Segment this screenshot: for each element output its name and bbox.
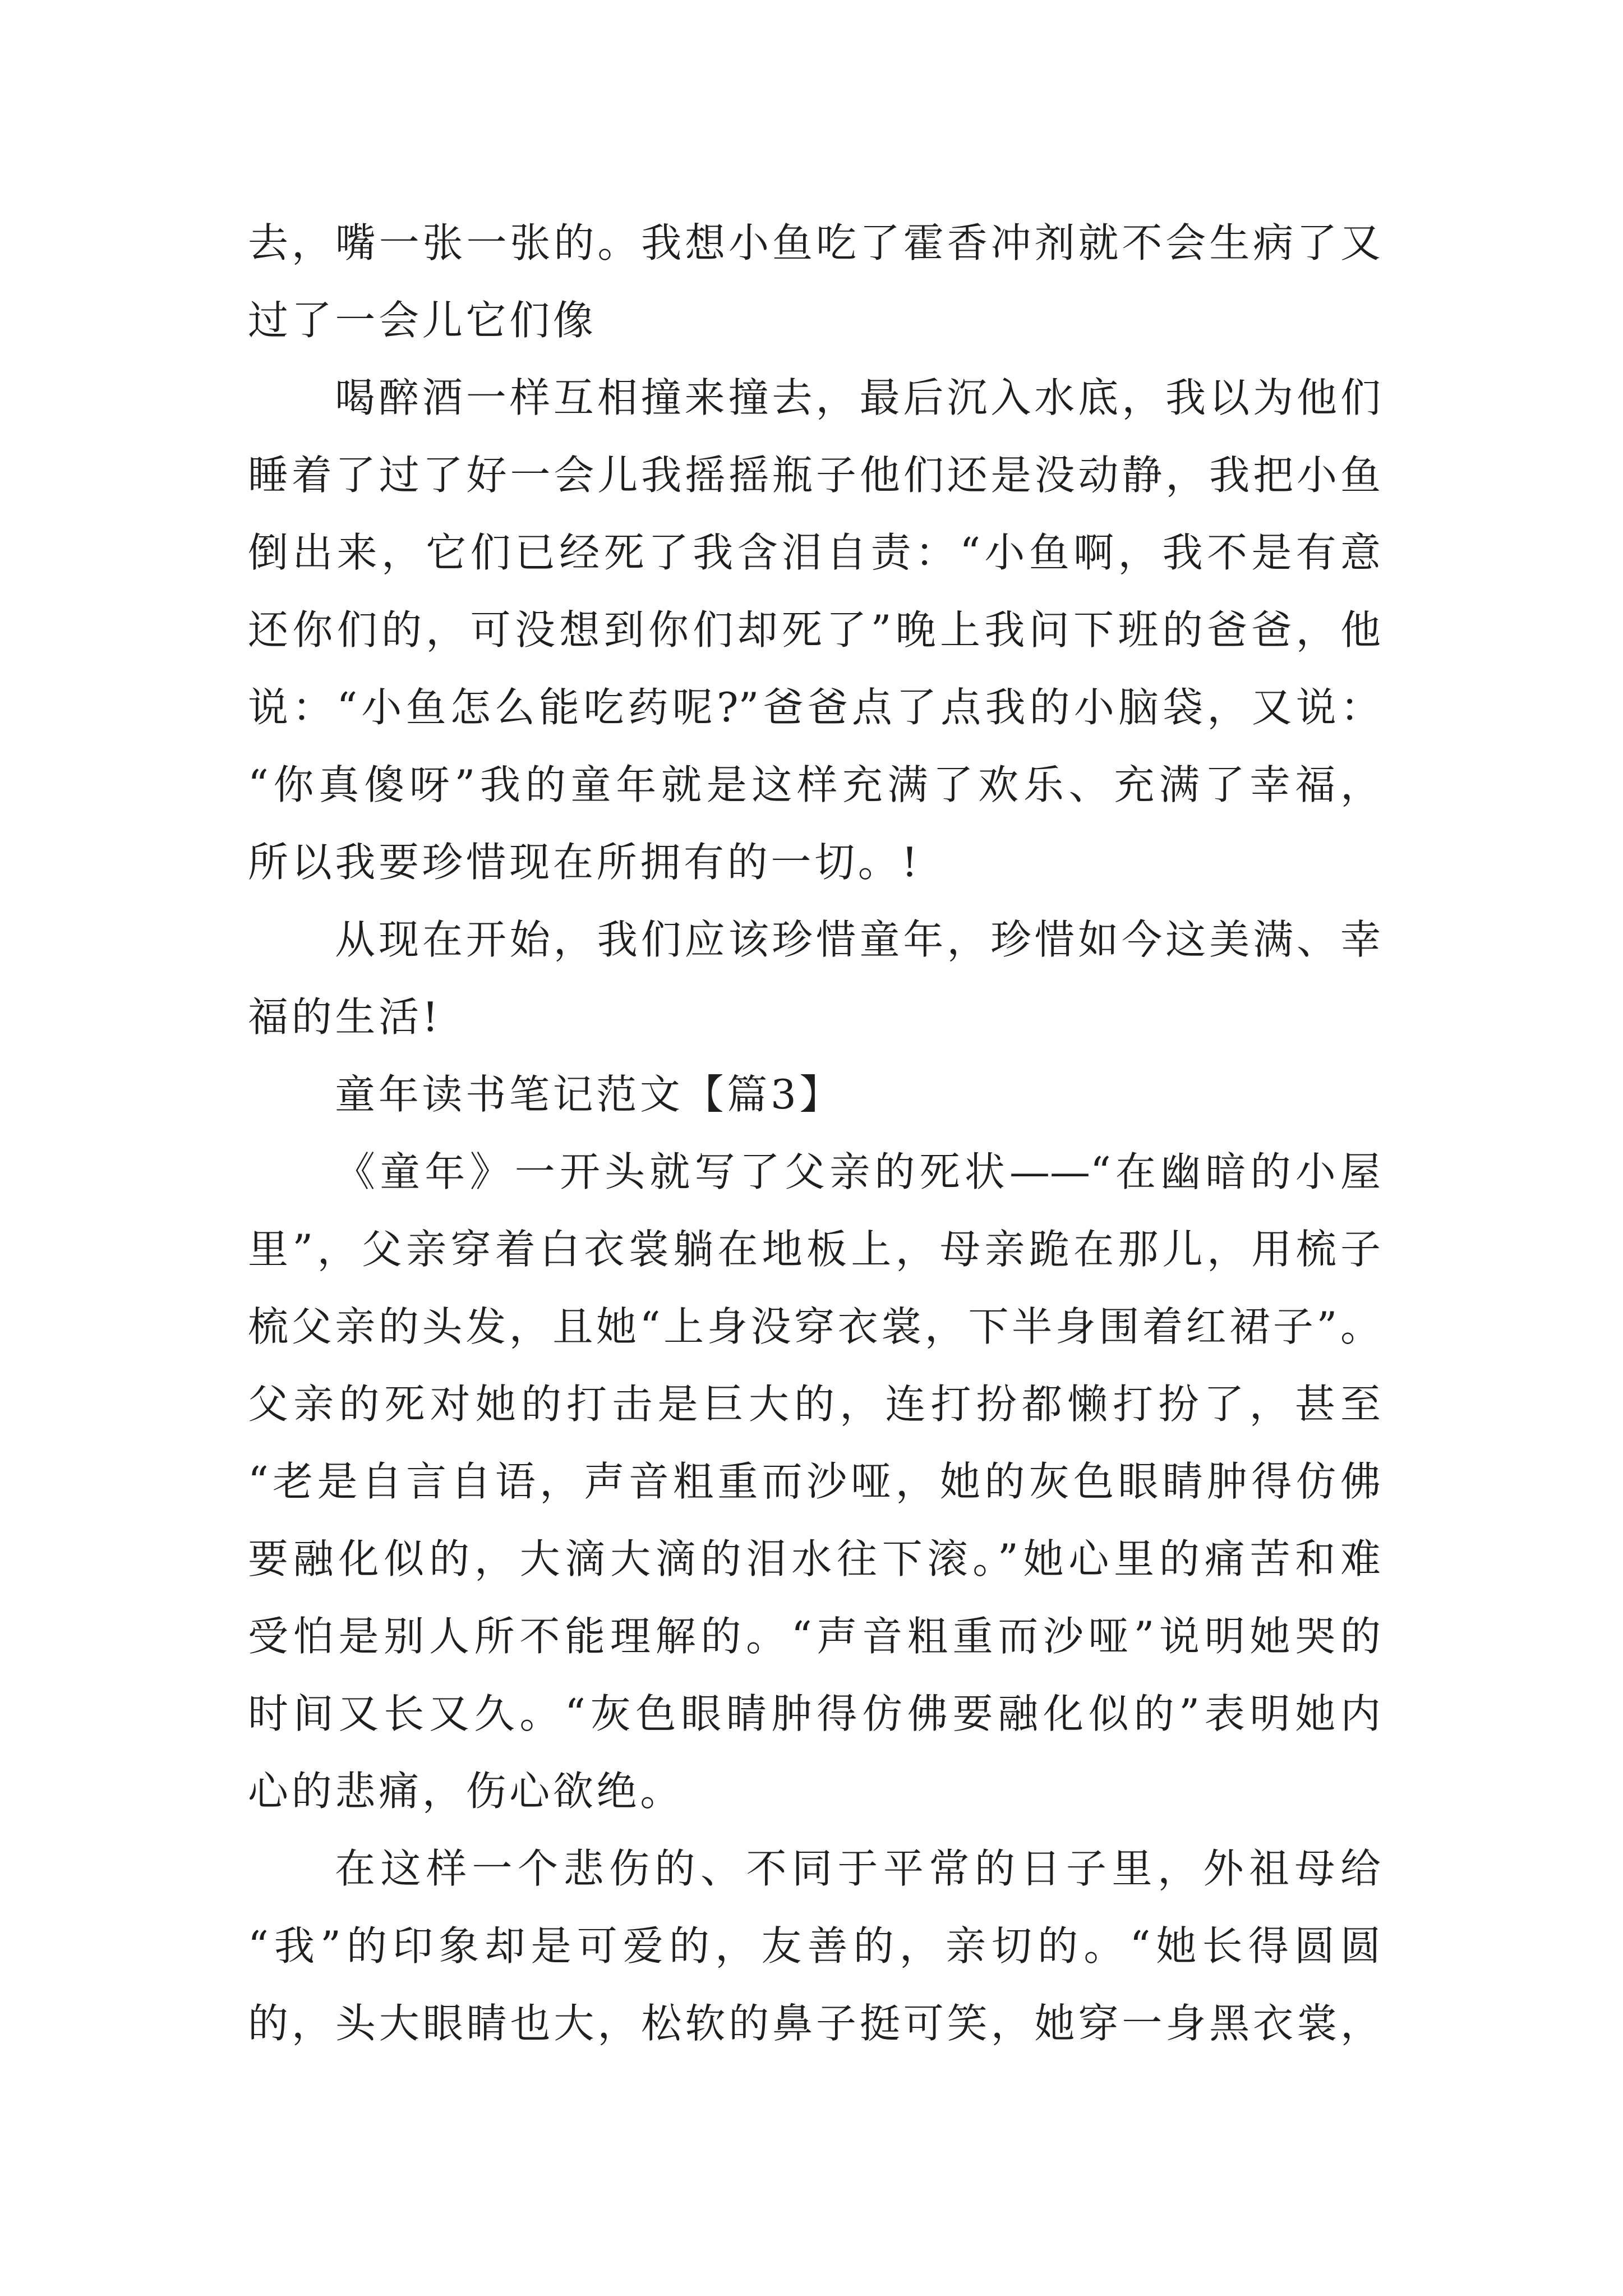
text-line: 时间又长又久。“灰色眼睛肿得仿佛要融化似的”表明她内 xyxy=(248,1690,1381,1737)
text-line: 过了一会儿它们像 xyxy=(248,297,597,344)
text-line: 父亲的死对她的打击是巨大的，连打扮都懒打扮了，甚至 xyxy=(248,1381,1381,1428)
text-line: “老是自言自语，声音粗重而沙哑，她的灰色眼睛肿得仿佛 xyxy=(248,1458,1381,1505)
text-line: 所以我要珍惜现在所拥有的一切。! xyxy=(248,839,921,886)
text-line: 睡着了过了好一会儿我摇摇瓶子他们还是没动静，我把小鱼 xyxy=(248,452,1381,499)
paragraph xyxy=(248,1830,1381,2062)
text-line: “我”的印象却是可爱的，友善的，亲切的。“她长得圆圆 xyxy=(248,1922,1381,1970)
paragraph xyxy=(248,204,1381,359)
text-line: 说：“小鱼怎么能吃药呢?”爸爸点了点我的小脑袋，又说： xyxy=(248,684,1381,731)
text-line: 喝醉酒一样互相撞来撞去，最后沉入水底，我以为他们 xyxy=(335,374,1381,421)
text-line: 《童年》一开头就写了父亲的死状——“在幽暗的小屋 xyxy=(335,1148,1381,1195)
text-line: 在这样一个悲伤的、不同于平常的日子里，外祖母给 xyxy=(335,1845,1381,1892)
paragraph xyxy=(248,359,1381,901)
text-line: 倒出来，它们已经死了我含泪自责：“小鱼啊，我不是有意 xyxy=(248,529,1381,576)
text-line: 的，头大眼睛也大，松软的鼻子挺可笑，她穿一身黑衣裳， xyxy=(248,2000,1381,2047)
text-line: 还你们的，可没想到你们却死了”晚上我问下班的爸爸，他 xyxy=(248,606,1381,654)
text-line: 从现在开始，我们应该珍惜童年，珍惜如今这美满、幸 xyxy=(335,916,1381,963)
text-line: “你真傻呀”我的童年就是这样充满了欢乐、充满了幸福， xyxy=(248,761,1381,808)
paragraph xyxy=(248,901,1381,1056)
paragraph xyxy=(248,1133,1381,1830)
section-heading: 童年读书笔记范文【篇3】 xyxy=(335,1071,843,1118)
text-line: 梳父亲的头发，且她“上身没穿衣裳，下半身围着红裙子”。 xyxy=(248,1303,1381,1350)
text-line: 里”，父亲穿着白衣裳躺在地板上，母亲跪在那儿，用梳子 xyxy=(248,1226,1381,1273)
text-line: 要融化似的，大滴大滴的泪水往下滚。”她心里的痛苦和难 xyxy=(248,1535,1381,1582)
document-body xyxy=(248,204,1381,2062)
text-line: 去，嘴一张一张的。我想小鱼吃了霍香冲剂就不会生病了又 xyxy=(248,219,1381,266)
text-line: 福的生活! xyxy=(248,993,442,1041)
text-line: 受怕是别人所不能理解的。“声音粗重而沙哑”说明她哭的 xyxy=(248,1613,1381,1660)
text-line: 心的悲痛，伤心欲绝。 xyxy=(248,1768,684,1815)
